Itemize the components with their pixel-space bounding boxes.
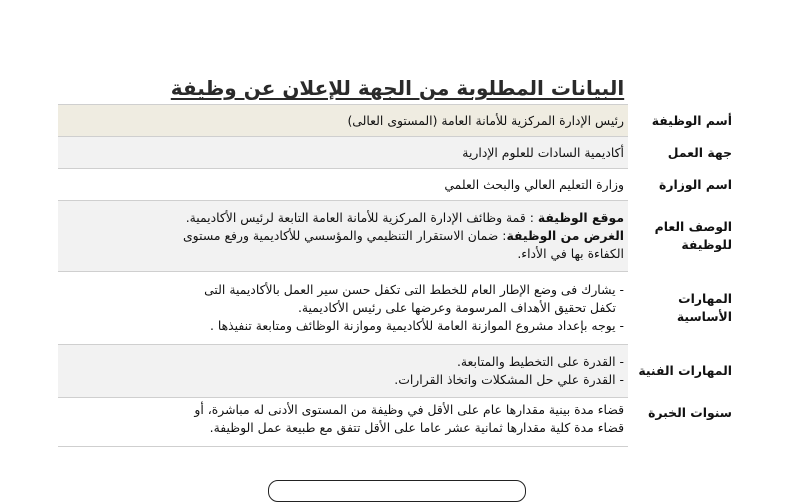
table-row-experience xyxy=(58,398,738,447)
label-experience: سنوات الخبرة xyxy=(628,398,738,447)
value-core-skills xyxy=(58,272,628,345)
table-row-job-name xyxy=(58,105,738,137)
value-tech-skills xyxy=(58,345,628,398)
experience-line: قضاء مدة بينية مقدارها عام على الأقل في وظيفة من المستوى الأدنى له مباشرة، أو xyxy=(194,402,624,417)
tech-skill-line: - القدرة علي حل المشكلات واتخاذ القرارات. xyxy=(394,372,624,387)
label-job-name: أسم الوظيفة xyxy=(628,105,738,137)
table-row-ministry xyxy=(58,169,738,201)
description-location xyxy=(64,209,624,227)
value-ministry: وزارة التعليم العالي والبحث العلمي xyxy=(58,169,628,201)
value-employer: أكاديمية السادات للعلوم الإدارية xyxy=(58,137,628,169)
label-ministry: اسم الوزارة xyxy=(628,169,738,201)
core-skill-line: - يوجه بإعداد مشروع الموازنة العامة للأكاديمية وموازنة الوظائف ومتابعة تنفيذها . xyxy=(209,318,624,333)
core-skill-line: - يشارك فى وضع الإطار العام للخطط التى تكفل حسن سير العمل بالأكاديمية التى xyxy=(204,282,624,297)
purpose-key: الغرض من الوظيفة xyxy=(506,228,624,243)
value-experience xyxy=(58,398,628,447)
description-purpose-cont: الكفاءة بها في الأداء. xyxy=(517,246,624,261)
job-info-table xyxy=(58,104,738,447)
experience-line: قضاء مدة كلية مقدارها ثمانية عشر عاما على الأقل تتفق مع طبيعة عمل الوظيفة. xyxy=(209,420,624,435)
core-skill-line: تكفل تحقيق الأهداف المرسومة وعرضها على رئيس الأكاديمية. xyxy=(297,300,616,315)
purpose-text: : ضمان الاستقرار التنظيمي والمؤسسي للأكاديمية ورفع مستوى xyxy=(182,228,507,243)
cutoff-button-outline xyxy=(268,480,526,502)
description-purpose xyxy=(64,227,624,245)
label-description: الوصف العام للوظيفة xyxy=(628,201,738,272)
table-row-employer xyxy=(58,137,738,169)
table-row-core-skills xyxy=(58,272,738,345)
table-row-tech-skills xyxy=(58,345,738,398)
tech-skill-line: - القدرة على التخطيط والمتابعة. xyxy=(456,354,624,369)
page-title: البيانات المطلوبة من الجهة للإعلان عن وظيفة xyxy=(170,76,625,100)
label-core-skills: المهارات الأساسية xyxy=(628,272,738,345)
label-tech-skills: المهارات الفنية xyxy=(628,345,738,398)
location-text: : قمة وظائف الإدارة المركزية للأمانة العامة التابعة لرئيس الأكاديمية. xyxy=(185,210,538,225)
value-job-name: رئيس الإدارة المركزية للأمانة العامة (المستوى العالى) xyxy=(58,105,628,137)
location-key: موقع الوظيفة xyxy=(537,210,624,225)
value-description xyxy=(58,201,628,272)
table-row-description xyxy=(58,201,738,272)
label-employer: جهة العمل xyxy=(628,137,738,169)
